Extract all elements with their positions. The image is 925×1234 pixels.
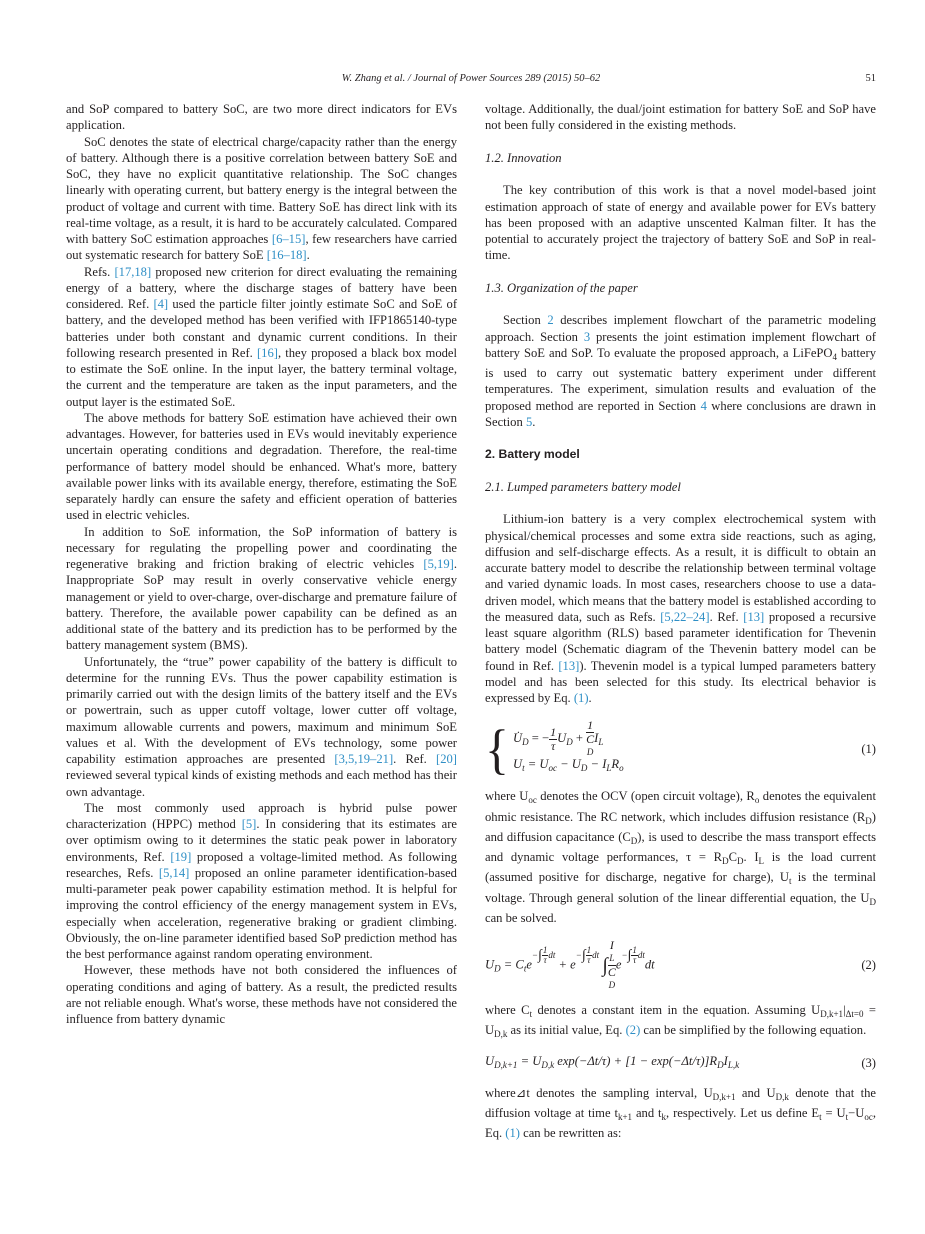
equation-2: $U_D = C_te^{-\int \frac{1}{\tau} dt} + e^{-\int \frac{1}{\tau} dt}$ ∫ I L C D $e^{-\int \frac{1}{\tau} dt}dt$ (2) — [485, 937, 876, 990]
equation-1: { $U̇_D$ = − $\frac{1}{\tau}$ $U_D$ + 1 C D $I_L$ $U_t = U_{oc} - U_D - I_LR_o$ (1) — [485, 718, 876, 781]
paragraph: However, these methods have not both considered the influences of operating conditions and aging of battery. As a result, the predicted results are not reliable enough. What's worse, these methods have not considered the influence from battery dynamic — [66, 963, 457, 1026]
section-link[interactable]: 5 — [525, 414, 533, 429]
paragraph: The above methods for battery SoE estimation have achieved their own advantages. However, for batteries used in EVs would inevitably experience uncertain operating conditions and degradation. Therefore, the real-time performance of battery model should be enhanced. What's more, battery available power links with its available energy, therefore, estimating the SoE separately hardly can ensure the safety and efficient operation of batteries used in electric vehicles. — [66, 410, 457, 523]
subsection-heading: 1.3. Organization of the paper — [485, 280, 638, 295]
paragraph: voltage. Additionally, the dual/joint estimation for battery SoE and SoP have not been fully considered in the existing methods. — [485, 102, 876, 133]
equation-number: (2) — [861, 957, 876, 972]
citation-link[interactable]: [19] — [170, 849, 192, 864]
subsection-heading: 1.2. Innovation — [485, 150, 562, 165]
paragraph: Unfortunately, the “true” power capability of the battery is difficult to determine for the running EVs. Thus the power capability estimation is primarily carried out with the design limits of the battery itself and the EVs or powertrain, such as upper cutoff voltage, lower cutter off voltage, maximum allowable currents and powers, maximum and minimum SoE values et al. With the development of EVs technology, some power capability estimation approaches are presented [3,5,19–21]. Ref. [20] reviewed several typical kinds of existing methods and each method has their own advantage. — [66, 654, 457, 799]
citation-link[interactable]: [16] — [256, 345, 278, 360]
equation-3: $U_{D,k+1} = U_{D,k}$ $\exp(-\Delta t/\tau) + [1 - \exp(-\Delta t/\tau)]R_DI_{L,k}$ (3) — [485, 1054, 876, 1071]
citation-link[interactable]: [13] — [743, 609, 765, 624]
equation-link[interactable]: (2) — [625, 1023, 641, 1038]
citation-link[interactable]: [5,19] — [423, 557, 454, 571]
paragraph: and SoP compared to battery SoC, are two more direct indicators for EVs application. — [66, 102, 457, 133]
section-heading: 2. Battery model — [485, 447, 580, 462]
page-number: 51 — [865, 73, 876, 84]
section-link[interactable]: 3 — [583, 329, 591, 344]
paragraph: where⊿t denotes the sampling interval, $U_{D,k+1}$ and $U_{D,k}$ denote that the diffusion voltage at time $t_{k+1}$ and $t_k$, respectively. Let us define $E_t = U_t-U_{oc}$, Eq. (1) can be rewritten as: — [485, 1085, 876, 1140]
journal-citation: W. Zhang et al. / Journal of Power Sources 289 (2015) 50–62 — [341, 73, 601, 84]
subsection-heading: 2.1. Lumped parameters battery model — [485, 479, 681, 494]
citation-link[interactable]: [5,22–24] — [660, 609, 710, 624]
left-brace: { — [485, 718, 509, 781]
paragraph: where $U_{oc}$ denotes the OCV (open circuit voltage), $R_o$ denotes the equivalent ohmic resistance. The RC network, which includes diffusion resistance $(R_D)$ and diffusion capacitance $(C_D)$, is used to describe the mass transport effects and dynamic voltage performances, $\tau = R_DC_D$. $I_L$ is the load current (assumed positive for discharge, negative for charge), $U_t$ is the terminal voltage. Through general solution of the linear differential equation, the $U_D$ can be solved. — [485, 789, 876, 925]
equation-number: (3) — [861, 1056, 876, 1071]
left-column — [66, 101, 457, 1027]
paragraph: In addition to SoE information, the SoP information of battery is necessary for regulating the propelling power and coordinating the regenerative braking and friction braking of electric vehicles [5,19]. Inappropriate SoP may result in overly conservative vehicle energy management or yield to over-charge, over-discharge and premature failure of battery. Therefore, the available power capability can be defined as an additional state of the battery and its prediction has to be performed by the battery management system (BMS). — [66, 524, 457, 653]
section-link[interactable]: 4 — [700, 398, 707, 413]
citation-link[interactable]: [4] — [153, 297, 169, 311]
paragraph: The most commonly used approach is hybrid pulse power characterization (HPPC) method [5]. In considering that its estimates are over optimism owing to it determines the static peak power in laboratory environments, Ref. [19] proposed a voltage-limited method. As following researches, Refs. [5,14] proposed an online parameter identification-based multi-parameter peak power capability estimation method. It is helpful for improving the control efficiency of the energy management system in EVs, especially when acceleration, regenerative braking or gradient climbing. Obviously, the on-line parameter identified based SoP prediction method has the best performance against random operating environment. — [66, 800, 458, 961]
paragraph: where $C_t$ denotes a constant item in the equation. Assuming $U_{D,k+1}|_{\Delta t=0} = U_{D,k}$ as its initial value, Eq. (2) can be simplified by the following equation. — [485, 1003, 876, 1040]
paragraph: Lithium-ion battery is a very complex electrochemical system with physical/chemical processes and some extra side reactions, such as aging, diffusion and self-discharge effects. As a result, it is difficult to obtain an accurate battery model to describe the relationship between terminal voltage and varied dynamic loads. In most cases, researchers choose to use a data-driven model, which means that the battery model is established according to the measured data, such as Refs. [5,22–24]. Ref. [13] proposed a recursive least square algorithm (RLS) based parameter identification for Thevenin battery model (Schematic diagram of the Thevenin battery model can be found in Ref. [13]). Thevenin model is a typical lumped parameters battery model and has been selected for this study. Its electrical behavior is expressed by Eq. (1). — [485, 512, 876, 705]
citation-link[interactable]: [13] — [558, 658, 580, 673]
page-header — [66, 73, 876, 87]
paragraph: SoC denotes the state of electrical charge/capacity rather than the energy of battery. Although there is a positive correlation between battery SoE and SoC, they have no explicit quantitative relationship. The SoC changes linearly with operating current, but battery energy is the integral between the product of voltage and current with time. Battery SoE has direct link with its real-time voltage, as a result, it is hard to be accurately calculated. Compared with battery SoC estimation approaches [6–15], few researchers have carried out systematic research for battery SoE [16–18]. — [66, 134, 457, 263]
citation-link[interactable]: [6–15] — [271, 232, 306, 246]
paragraph: The key contribution of this work is that a novel model-based joint estimation approach of state of energy and available power for EVs battery has been proposed with an adaptive unscented Kalman filter. It has the potential to accurately project the trajectory of battery SoE and SoP in real-time. — [485, 183, 876, 263]
citation-link[interactable]: [17,18] — [114, 264, 152, 279]
paragraph: Section 2 describes implement flowchart of the parametric modeling approach. Section 3 presents the joint estimation implement flowchart of battery SoE and SoP. To evaluate the proposed approach, a LiFePO$_4$ battery is used to carry out systematic battery experiment under different temperatures. The experiment, simulation results and evaluation of the proposed method are reported in Section 4 where conclusions are drawn in Section 5. — [485, 313, 876, 429]
citation-link[interactable]: [5] — [241, 817, 257, 831]
equation-link[interactable]: (1) — [573, 691, 589, 705]
citation-link[interactable]: [5,14] — [158, 865, 190, 880]
equation-number: (1) — [861, 742, 876, 757]
citation-link[interactable]: [20] — [436, 752, 457, 766]
equation-link[interactable]: (1) — [505, 1126, 520, 1140]
section-link[interactable]: 2 — [547, 313, 554, 328]
paragraph: Refs. [17,18] proposed new criterion for direct evaluating the remaining energy of a battery, where the discharge stages of battery have been considered. Ref. [4] used the particle filter jointly estimate SoC and SoE of battery, and the developed method has been verified with IFP1865140-type batteries under both constant and dynamic current conditions. In their following research presented in Ref. [16], they proposed a black box model to estimate the SoE online. In the input layer, the battery terminal voltage, the current and the temperature are taken as the input parameters, and the output layer is the estimated SoE. — [66, 264, 458, 409]
right-column — [485, 101, 876, 1141]
citation-link[interactable]: [3,5,19–21] — [334, 752, 394, 766]
citation-link[interactable]: [16–18] — [266, 248, 307, 263]
